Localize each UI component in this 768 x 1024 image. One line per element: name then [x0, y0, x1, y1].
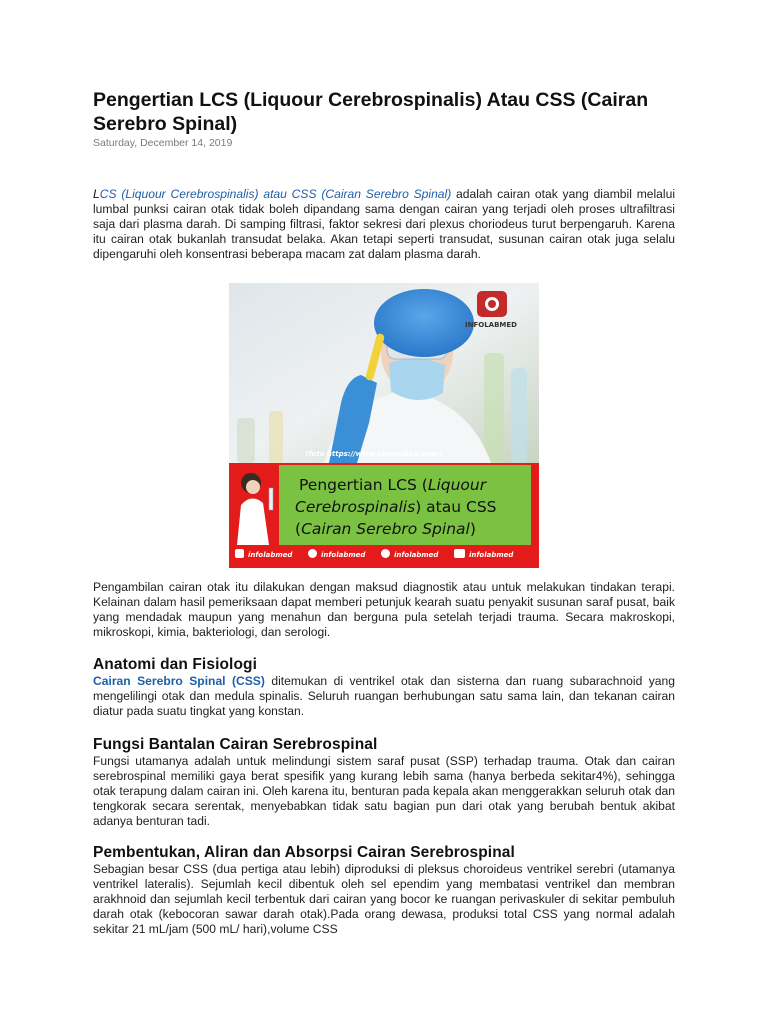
article-date: Saturday, December 14, 2019: [93, 137, 233, 149]
logo-text: INFOLABMED: [465, 321, 517, 329]
social-facebook: infolabmed: [394, 551, 439, 559]
section-heading: Anatomi dan Fisiologi: [93, 656, 257, 673]
banner-line-2b: ) atau CSS: [415, 498, 497, 516]
section-fungsi: [93, 735, 675, 829]
section-pembentukan: [93, 843, 675, 937]
article-title: Pengertian LCS (Liquour Cerebrospinalis) Atau CSS (Cairan Serebro Spinal): [93, 89, 649, 135]
section-body: ditemukan di ventrikel otak dan sisterna dan ruang subarachnoid yang mengelilingi otak dan medula spinalis. Seluruh ruangan berhubungan satu sama lain, dan tekanan cairan diatur pada suatu tingkat yang konstan.: [93, 674, 675, 718]
paragraph-2: [93, 580, 675, 640]
section-lead: Cairan Serebro Spinal (CSS): [93, 674, 265, 688]
photo-credit: (foto https://www.alomedika.com/): [305, 450, 443, 458]
infolabmed-logo-icon: [477, 291, 507, 317]
section-text: Sebagian besar CSS (dua pertiga atau lebih) diproduksi di pleksus choroideus ventrikel serebri (utamanya ventrikel lateralis). Sejumlah kecil dibentuk oleh sel ependim yang membatasi ventrikel dan membran arakhnoid dan sejumlah kecil terbentuk dari cairan yang bocor ke ruangan perivaskuler di sekitar pembuluh darah otak (kebocoran sawar darah otak).Pada orang dewasa, produksi total CSS yang normal adalah sekitar 21 mL/jam (500 mL/ hari),volume CSS: [93, 862, 675, 936]
section-text: Fungsi utamanya adalah untuk melindungi sistem saraf pusat (SSP) terhadap trauma. Otak dan cairan serebrospinal memiliki gaya berat spesifik yang kurang lebih sama (hanya berbeda sekitar4%), sehingga otak terapung dalam cairan ini. Oleh karena itu, benturan pada kepala akan menggerakkan seluruh otak dan tengkorak secara serentak, menyebabkan tidak satu bagian pun dari otak yang berubah bentuk akibat adanya benturan tadi.: [93, 754, 675, 828]
figure-illustration: [229, 283, 539, 568]
banner-line-2a: Cerebrospinalis: [295, 498, 416, 516]
article-image: [229, 283, 539, 568]
banner-line-3b: Cairan Serebro Spinal: [301, 520, 470, 538]
intro-lead-rest: CS (Liquour Cerebrospinalis) atau CSS (Cairan Serebro Spinal): [99, 187, 452, 201]
section-heading: Fungsi Bantalan Cairan Serebrospinal: [93, 736, 378, 753]
banner-line-1b: Liquour: [427, 476, 487, 494]
section-heading: Pembentukan, Aliran dan Absorpsi Cairan Serebrospinal: [93, 844, 515, 861]
section-anatomi: [93, 655, 675, 719]
banner-line-3a: (: [295, 520, 302, 538]
social-youtube: infolabmed: [469, 551, 514, 559]
intro-lead: [93, 187, 451, 201]
social-twitter: infolabmed: [321, 551, 366, 559]
banner-line-1a: Pengertian LCS (: [299, 476, 428, 494]
banner-line-3c: ): [469, 520, 476, 538]
paragraph-2-text: Pengambilan cairan otak itu dilakukan dengan maksud diagnostik atau untuk melakukan tindakan terapi. Kelainan dalam hasil pemeriksaan dapat memberi petunjuk kearah suatu penyakit susunan saraf pusat, baik yang mendadak maupun yang menahun dan berguna pula setelah terjadi trauma. Secara makroskopi, mikroskopi, kimia, bakteriologi, dan serologi.: [93, 580, 675, 639]
intro-body: adalah cairan otak yang diambil melalui lumbal punksi cairan otak tidak boleh dipandang sama dengan cairan yang terjadi oleh proses ultrafiltrasi saja dari plasma darah. Di samping filtrasi, faktor sekresi dari plexus choriodeus turut berpengaruh. Karena itu cairan otak bukanlah transudat belaka. Akan tetapi seperti transudat, susunan cairan otak juga selalu dipengaruhi oleh konsentrasi beberapa macam zat dalam plasma darah.: [93, 187, 676, 261]
article-header: [93, 88, 675, 262]
banner-line-1: [299, 476, 488, 494]
intro-paragraph: [93, 187, 675, 262]
social-instagram: infolabmed: [248, 551, 293, 559]
section-text: [93, 674, 675, 719]
intro-lead-first: L: [93, 187, 100, 201]
banner-line-3: [295, 520, 476, 538]
banner-line-2: [295, 498, 497, 516]
